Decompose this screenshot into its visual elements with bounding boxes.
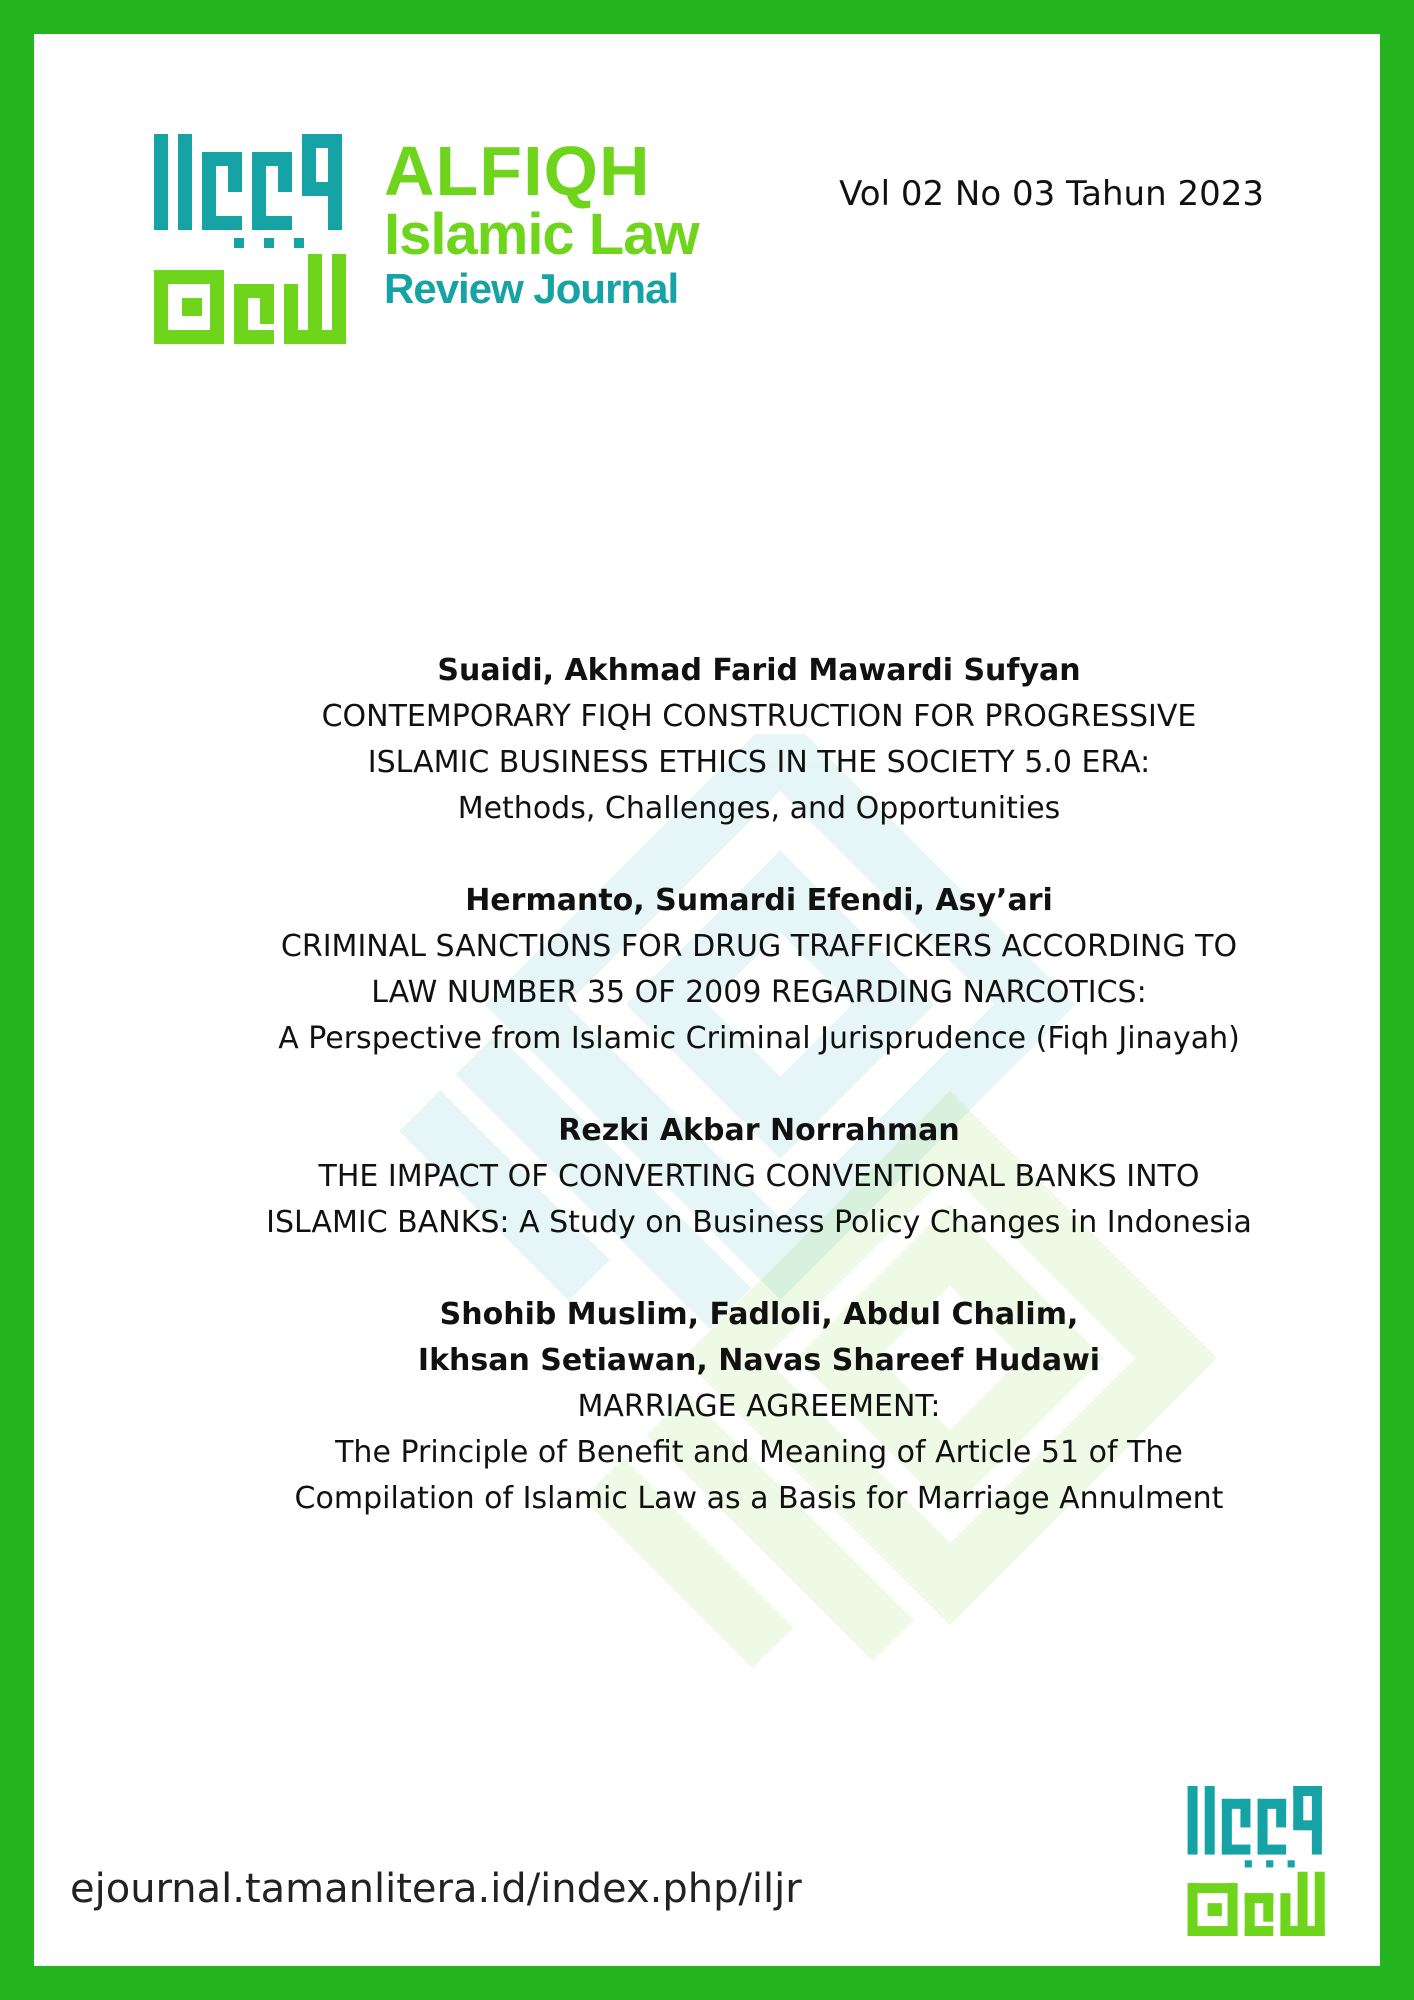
article-title-line: CRIMINAL SANCTIONS FOR DRUG TRAFFICKERS ACCORDING TO [280,929,1238,964]
logo-wordmark [384,134,699,316]
article-title-line: Compilation of Islamic Law as a Basis for Marriage Annulment [294,1481,1224,1516]
journal-logo [154,134,714,344]
journal-url-link[interactable]: ejournal.tamanlitera.id/index.php/iljr [70,1866,802,1912]
article-title-line: The Principle of Benefit and Meaning of Article 51 of The [335,1435,1183,1470]
logo-title: ALFIQH [384,132,651,210]
article-title-line: LAW NUMBER 35 OF 2009 REGARDING NARCOTICS: [371,975,1147,1010]
article-title-line: A Perspective from Islamic Criminal Jurisprudence (Fiqh Jinayah) [278,1021,1240,1056]
logo-subtitle-1: Islamic Law [384,202,699,267]
article-title-line: Methods, Challenges, and Opportunities [457,791,1061,826]
article-title-line: THE IMPACT OF CONVERTING CONVENTIONAL BANKS INTO [318,1159,1200,1194]
kufic-logo-mark [154,134,354,344]
article-authors: Shohib Muslim, Fadloli, Abdul Chalim, [439,1297,1079,1332]
article-list [194,648,1324,1568]
article-4 [194,1292,1324,1522]
article-title-line: ISLAMIC BANKS: A Study on Business Policy Changes in Indonesia [266,1205,1252,1240]
article-title-line: MARRIAGE AGREEMENT: [577,1389,941,1424]
article-authors: Rezki Akbar Norrahman [558,1113,960,1148]
logo-subtitle-2: Review Journal [384,265,679,312]
article-title-line: ISLAMIC BUSINESS ETHICS IN THE SOCIETY 5.0 ERA: [367,745,1151,780]
volume-info: Vol 02 No 03 Tahun 2023 [839,174,1264,214]
article-2 [194,878,1324,1062]
article-title-line: CONTEMPORARY FIQH CONSTRUCTION FOR PROGRESSIVE [321,699,1197,734]
kufic-logo-small-icon [1184,1786,1334,1936]
article-authors: Suaidi, Akhmad Farid Mawardi Sufyan [437,653,1081,688]
article-authors: Ikhsan Setiawan, Navas Shareef Hudawi [417,1343,1101,1378]
article-authors: Hermanto, Sumardi Efendi, Asy’ari [465,883,1053,918]
article-3 [194,1108,1324,1246]
article-1 [194,648,1324,832]
